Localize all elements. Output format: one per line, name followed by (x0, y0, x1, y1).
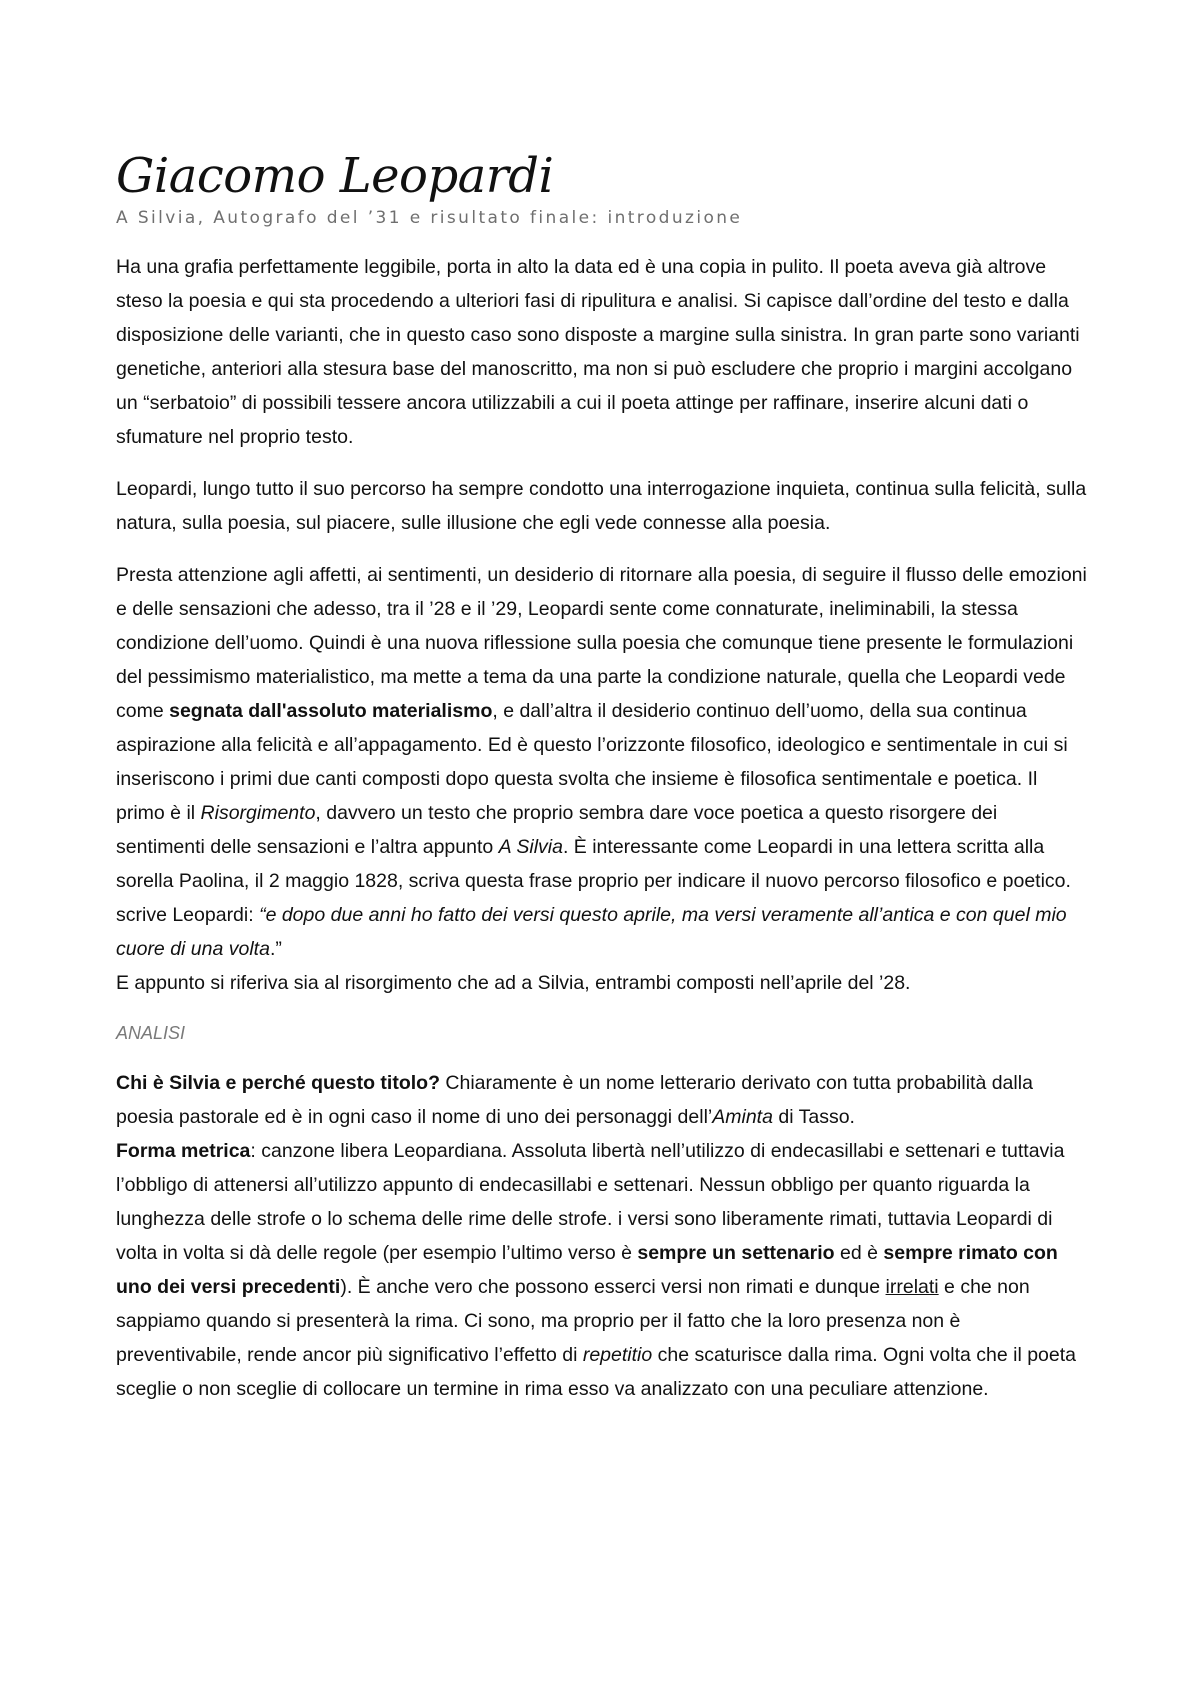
italic-title-aminta: Aminta (712, 1106, 773, 1128)
bold-run: sempre un settenario (637, 1242, 835, 1264)
bold-question: Chi è Silvia e perché questo titolo? (116, 1072, 440, 1094)
text-run: e che non sappiamo quando si presenterà la rima. Ci sono, ma proprio per il fatto che la loro presenza non è preventivabile, rende ancor più significativo l’effetto di (116, 1276, 1030, 1366)
page-subtitle: A Silvia, Autografo del ’31 e risultato finale: introduzione (116, 208, 743, 228)
paragraph-april-28: E appunto si riferiva sia al risorgimento che ad a Silvia, entrambi composti nell’aprile del ’28. (116, 972, 911, 994)
text-run: di Tasso. (772, 1106, 855, 1128)
bold-run: segnata dall'assoluto materialismo (169, 700, 493, 722)
text-run: , davvero un testo che proprio sembra dare voce poetica a questo risorgere dei sentimenti delle sensazioni e l’altra appunto (116, 802, 998, 858)
paragraph-inquiry: Leopardi, lungo tutto il suo percorso ha sempre condotto una interrogazione inquieta, continua sulla felicità, sulla natura, sulla poesia, sul piacere, sulle illusione che egli vede connesse alla poesia. (116, 478, 1087, 534)
text-run: . È interessante come Leopardi in una lettera scritta alla sorella Paolina, il 2 maggio 1828, scriva questa frase proprio per indicare il nuovo percorso filosofico e poetico. scrive Leopardi: (116, 836, 1071, 926)
italic-term-repetitio: repetitio (582, 1344, 653, 1366)
text-run: , e dall’altra il desiderio continuo dell’uomo, della sua continua aspirazione alla felicità e all’appagamento. Ed è questo l’orizzonte filosofico, ideologico e sentimentale in cui si inseriscono i primi due canti composti dopo questa svolta che insieme è filosofica sentimentale e poetica. Il primo è il (116, 700, 1068, 824)
bold-heading-metric: Forma metrica (116, 1140, 251, 1162)
paragraph-manuscript: Ha una grafia perfettamente leggibile, porta in alto la data ed è una copia in pulito. Il poeta aveva già altrove steso la poesia e qui sta procedendo a ulteriori fasi di ripulitura e analisi. Si capisce dall’ordine del testo e dalla disposizione delle varianti, che in questo caso sono disposte a margine sulla sinistra. In gran parte sono varianti genetiche, anteriori alla stesura base del manoscritto, ma non si può escludere che proprio i margini accolgano un “serbatoio” di possibili tessere ancora utilizzabili a cui il poeta attinge per raffinare, inserire alcuni dati o sfumature nel proprio testo. (116, 256, 1080, 448)
paragraph-silvia-title (116, 1066, 1088, 1134)
text-run: : canzone libera Leopardiana. Assoluta libertà nell’utilizzo di endecasillabi e settenari e tuttavia l’obbligo di attenersi all’utilizzo appunto di endecasillabi e settenari. Nessun obbligo per quanto riguarda la lunghezza delle strofe o lo schema delle rime delle strofe. i versi sono liberamente rimati, tuttavia Leopardi di volta in volta si dà delle regole (per esempio l’ultimo verso è (116, 1140, 1065, 1264)
quote-letter: “e dopo due anni ho fatto dei versi questo aprile, ma versi veramente all’antica e con quel mio cuore di una volta (116, 904, 1067, 960)
text-run: che scaturisce dalla rima. Ogni volta che il poeta sceglie o non sceglie di collocare un termine in rima esso va analizzato con una peculiare attenzione. (116, 1344, 1077, 1400)
bold-run: sempre rimato con uno dei versi precedenti (116, 1242, 1058, 1298)
text-run: ). È anche vero che possono esserci versi non rimati e dunque (340, 1276, 886, 1298)
page-title: Giacomo Leopardi (116, 148, 554, 204)
text-run: .” (269, 938, 282, 960)
italic-title-a-silvia: A Silvia (498, 836, 563, 858)
text-run: ed è (834, 1242, 884, 1264)
text-run: Chiaramente è un nome letterario derivato con tutta probabilità dalla poesia pastorale ed è in ogni caso il nome di uno dei personaggi dell’ (116, 1072, 1033, 1128)
section-label-analisi: ANALISI (116, 1023, 186, 1043)
paragraph-metric-form (116, 1134, 1088, 1406)
text-run: Presta attenzione agli affetti, ai sentimenti, un desiderio di ritornare alla poesia, di seguire il flusso delle emozioni e delle sensazioni che adesso, tra il ’28 e il ’29, Leopardi sente come connaturate, ineliminabili, la stessa condizione dell’uomo. Quindi è una nuova riflessione sulla poesia che comunque tiene presente le formulazioni del pessimismo materialistico, ma mette a tema da una parte la condizione naturale, quella che Leopardi vede come (116, 564, 1087, 722)
italic-title-risorgimento: Risorgimento (200, 802, 316, 824)
underlined-term: irrelati (885, 1276, 939, 1298)
paragraph-affections (116, 558, 1088, 966)
